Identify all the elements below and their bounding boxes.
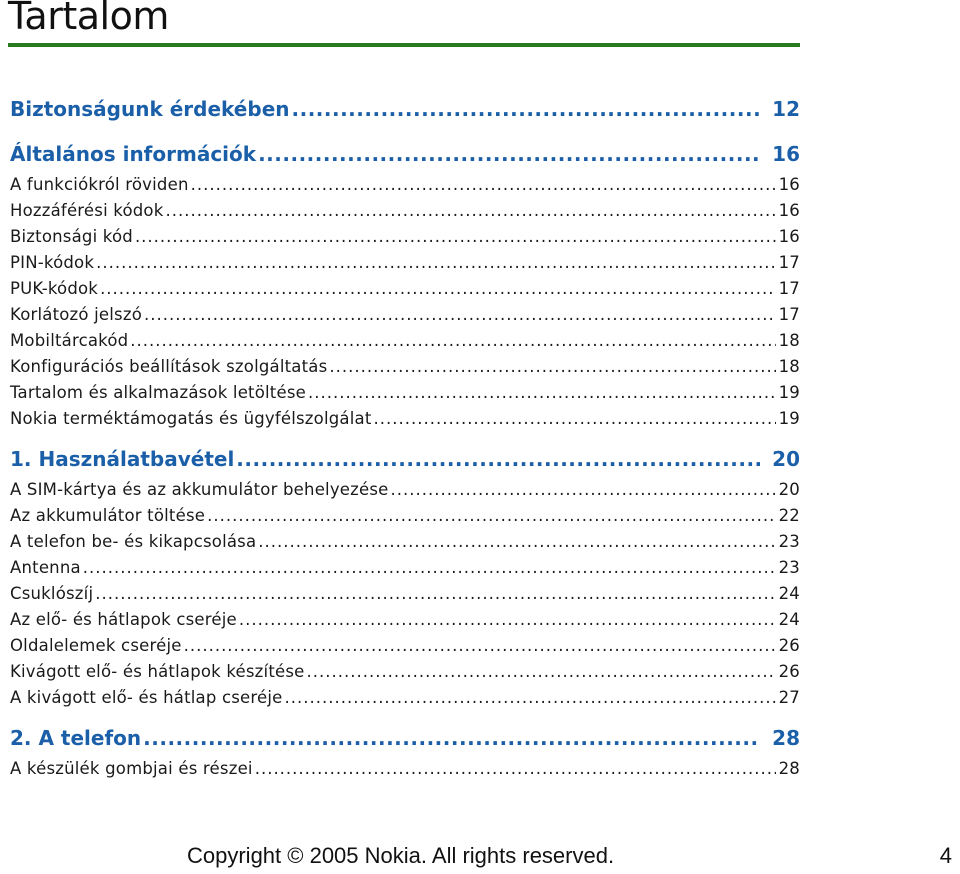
toc-item-label: Oldalelemek cseréje (10, 636, 182, 655)
toc-item-label: A funkciókról röviden (10, 175, 189, 194)
toc-item-label: Nokia terméktámogatás és ügyfélszolgálat (10, 409, 372, 428)
dot-leader (307, 659, 777, 685)
toc-item-label: Az akkumulátor töltése (10, 506, 206, 525)
toc-section-general (10, 137, 800, 432)
dot-leader (285, 685, 776, 711)
toc-page-number: 26 (778, 636, 800, 655)
toc-page-number: 17 (778, 305, 800, 324)
title-rule (8, 43, 800, 47)
toc-item[interactable] (10, 380, 800, 406)
toc-item[interactable] (10, 198, 800, 224)
toc-item-label: Az elő- és hátlapok cseréje (10, 610, 237, 629)
toc-item-label: Antenna (10, 558, 81, 577)
toc-heading-safety[interactable] (10, 92, 800, 127)
dot-leader (255, 756, 776, 782)
dot-leader (292, 92, 761, 127)
toc-page-number: 20 (772, 447, 800, 471)
toc-page-number: 24 (778, 610, 800, 629)
dot-leader (191, 172, 776, 198)
toc-page-number: 20 (778, 480, 800, 499)
toc-item[interactable] (10, 581, 800, 607)
toc-item-label: A telefon be- és kikapcsolása (10, 532, 257, 551)
toc-item-label: A SIM-kártya és az akkumulátor behelyezése (10, 480, 389, 499)
dot-leader (258, 529, 776, 555)
toc-page-number: 16 (778, 201, 800, 220)
toc-item[interactable] (10, 685, 800, 711)
toc-page-number: 16 (778, 175, 800, 194)
toc-page-number: 17 (778, 253, 800, 272)
toc-page-number: 16 (772, 142, 800, 166)
toc-section-getting-started (10, 442, 800, 711)
toc-item[interactable] (10, 503, 800, 529)
toc-item[interactable] (10, 302, 800, 328)
toc-item-label: Mobiltárcakód (10, 331, 129, 350)
dot-leader (130, 328, 776, 354)
toc-item[interactable] (10, 354, 800, 380)
dot-leader (258, 137, 760, 172)
page-title: Tartalom (8, 0, 169, 38)
toc-item-label: Csuklószíj (10, 584, 94, 603)
toc-item[interactable] (10, 659, 800, 685)
toc-item[interactable] (10, 172, 800, 198)
toc-item[interactable] (10, 633, 800, 659)
toc-page-number: 22 (778, 506, 800, 525)
toc-heading-phone[interactable] (10, 721, 800, 756)
dot-leader (239, 607, 776, 633)
dot-leader (329, 354, 776, 380)
toc-item[interactable] (10, 555, 800, 581)
toc-page-number: 27 (778, 688, 800, 707)
toc-item-label: A készülék gombjai és részei (10, 759, 253, 778)
toc-item[interactable] (10, 328, 800, 354)
toc-section-safety (10, 92, 800, 127)
toc-page-number: 28 (778, 759, 800, 778)
dot-leader (96, 250, 776, 276)
toc-page-number: 19 (778, 383, 800, 402)
toc-heading-label: Általános információk (10, 142, 257, 166)
toc-item-label: Korlátozó jelszó (10, 305, 143, 324)
toc-item[interactable] (10, 529, 800, 555)
toc-item-label: PUK-kódok (10, 279, 99, 298)
dot-leader (236, 442, 760, 477)
dot-leader (83, 555, 776, 581)
dot-leader (144, 302, 776, 328)
dot-leader (165, 198, 776, 224)
toc-page-number: 19 (778, 409, 800, 428)
toc-heading-label: 1. Használatbavétel (10, 447, 235, 471)
toc-section-phone (10, 721, 800, 782)
dot-leader (207, 503, 776, 529)
table-of-contents (10, 92, 800, 782)
footer-page-number: 4 (939, 843, 952, 868)
toc-page-number: 24 (778, 584, 800, 603)
toc-item-label: A kivágott elő- és hátlap cseréje (10, 688, 283, 707)
toc-item[interactable] (10, 224, 800, 250)
toc-page-number: 16 (778, 227, 800, 246)
toc-page-number: 12 (772, 97, 800, 121)
dot-leader (135, 224, 776, 250)
toc-item[interactable] (10, 406, 800, 432)
toc-page-number: 23 (778, 532, 800, 551)
toc-item-label: PIN-kódok (10, 253, 95, 272)
toc-page-number: 18 (778, 331, 800, 350)
dot-leader (143, 721, 760, 756)
toc-item[interactable] (10, 250, 800, 276)
toc-item[interactable] (10, 756, 800, 782)
toc-item[interactable] (10, 276, 800, 302)
toc-item[interactable] (10, 477, 800, 503)
toc-item-label: Konfigurációs beállítások szolgáltatás (10, 357, 328, 376)
dot-leader (391, 477, 776, 503)
toc-page-number: 18 (778, 357, 800, 376)
dot-leader (95, 581, 776, 607)
footer-copyright: Copyright © 2005 Nokia. All rights reserved. (187, 843, 615, 868)
toc-item-label: Hozzáférési kódok (10, 201, 164, 220)
toc-page-number: 17 (778, 279, 800, 298)
toc-page-number: 28 (772, 726, 800, 750)
toc-heading-getting-started[interactable] (10, 442, 800, 477)
toc-item-label: Tartalom és alkalmazások letöltése (10, 383, 306, 402)
toc-item[interactable] (10, 607, 800, 633)
dot-leader (184, 633, 776, 659)
toc-heading-label: 2. A telefon (10, 726, 142, 750)
toc-heading-label: Biztonságunk érdekében (10, 97, 290, 121)
toc-heading-general[interactable] (10, 137, 800, 172)
toc-item-label: Biztonsági kód (10, 227, 133, 246)
dot-leader (308, 380, 776, 406)
toc-page-number: 23 (778, 558, 800, 577)
toc-item-label: Kivágott elő- és hátlapok készítése (10, 662, 305, 681)
dot-leader (374, 406, 776, 432)
toc-page-number: 26 (778, 662, 800, 681)
dot-leader (100, 276, 776, 302)
